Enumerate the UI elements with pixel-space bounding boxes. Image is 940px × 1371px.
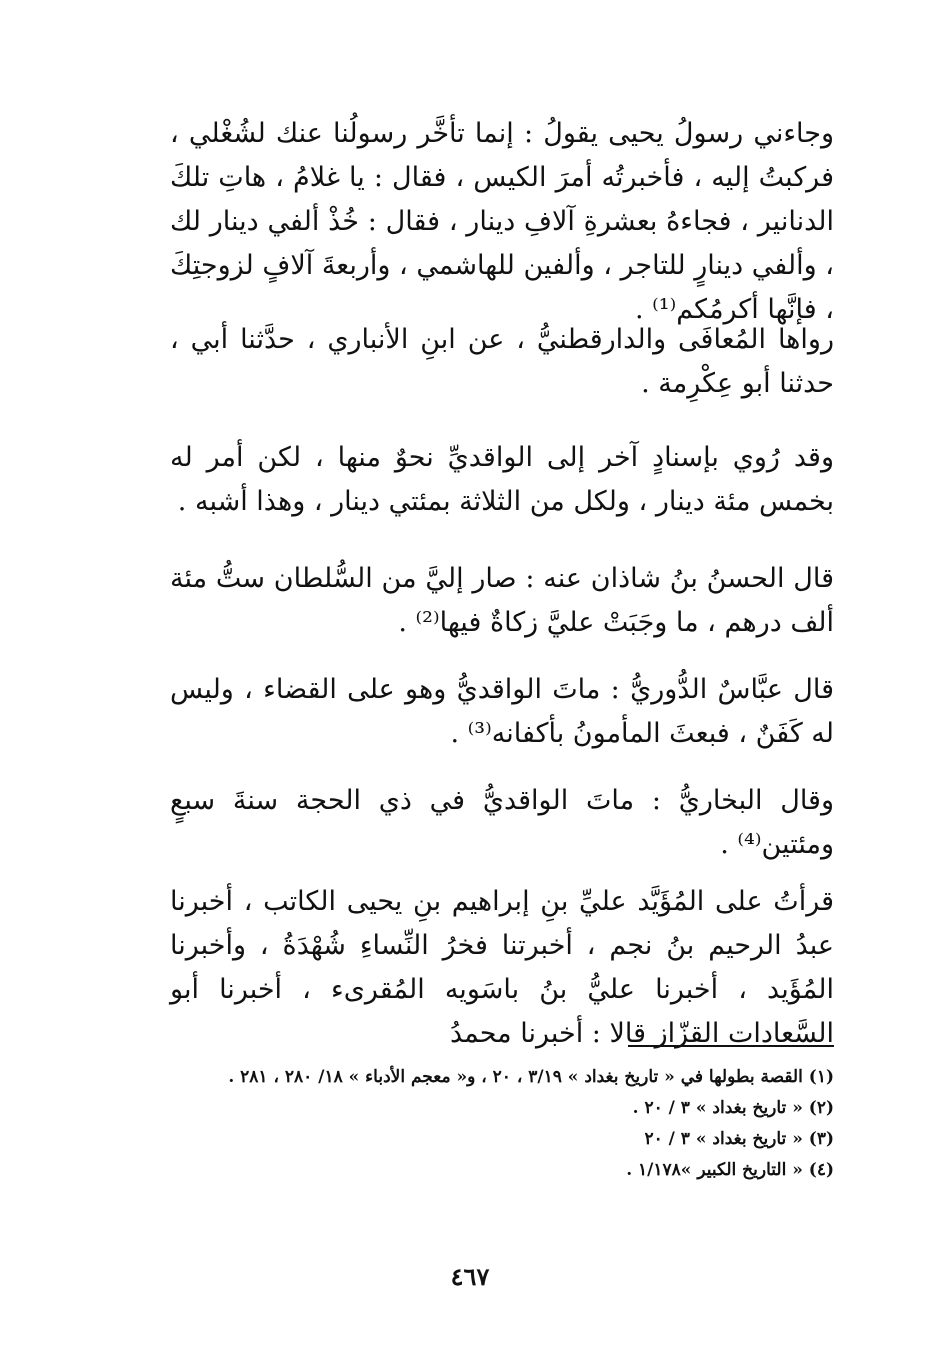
footnote-1: (١) القصة بطولها في « تاريخ بغداد » ٣/١٩ ، ٢٠ ، و« معجم الأدباء » ١٨/ ٢٨٠ ، ٢٨١ . <box>228 1067 834 1087</box>
footnote-3: (٣) « تاريخ بغداد » ٣ / ٢٠ <box>644 1129 834 1149</box>
footnote-divider <box>628 1045 834 1047</box>
page-number: ٤٦٧ <box>450 1262 490 1291</box>
footnotes <box>170 1062 834 1186</box>
paragraph: رواها المُعافَى والدارقطنيُّ ، عن ابنِ الأنباري ، حدَّثنا أبي ، حدثنا أبو عِكْرِمة . <box>170 324 834 399</box>
paragraph: قرأتُ على المُؤَيَّد عليِّ بنِ إبراهيم بنِ يحيى الكاتب ، أخبرنا عبدُ الرحيم بنُ نجم ، أخبرتنا فخرُ النِّساءِ شُهْدَةُ ، وأخبرنا المُؤَيد ، أخبرنا عليُّ بنُ باسَويه المُقرىء ، أخبرنا أبو السَّعادات القزّاز قالا : أخبرنا محمدُ <box>170 886 834 1049</box>
paragraph: وجاءني رسولُ يحيى يقولُ : إنما تأخَّر رسولُنا عنك لشُغْلي ، فركبتُ إليه ، فأخبرتُه أمرَ الكيس ، فقال : يا غلامُ ، هاتِ تلكَ الدنانير ، فجاءهُ بعشرةِ آلافِ دينار ، فقال : خُذْ ألفي دينار لك ، وألفي دينارٍ للتاجر ، وألفين للهاشمي ، وأربعةَ آلافٍ لزوجتِكَ ، فإنَّها أكرمُكم⁽¹⁾ . <box>170 118 834 325</box>
footnote-4: (٤) « التاريخ الكبير »١/١٧٨ . <box>626 1160 834 1180</box>
paragraph: وقد رُوي بإسنادٍ آخر إلى الواقديِّ نحوٌ منها ، لكن أمر له بخمس مئة دينار ، ولكل من الثلاثة بمئتي دينار ، وهذا أشبه . <box>170 442 834 517</box>
footnote-2: (٢) « تاريخ بغداد » ٣ / ٢٠ . <box>632 1098 834 1118</box>
paragraph: قال الحسنُ بنُ شاذان عنه : صار إليَّ من السُّلطان ستُّ مئة ألف درهم ، ما وجَبَتْ عليَّ زكاةٌ فيها⁽²⁾ . <box>170 563 834 638</box>
paragraph: قال عبَّاسٌ الدُّوريُّ : ماتَ الواقديُّ وهو على القضاء ، وليس له كَفَنٌ ، فبعثَ المأمونُ بأكفانه⁽³⁾ . <box>170 674 834 749</box>
paragraph: وقال البخاريُّ : ماتَ الواقديُّ في ذي الحجة سنةَ سبعٍ ومئتين⁽⁴⁾ . <box>170 785 834 860</box>
